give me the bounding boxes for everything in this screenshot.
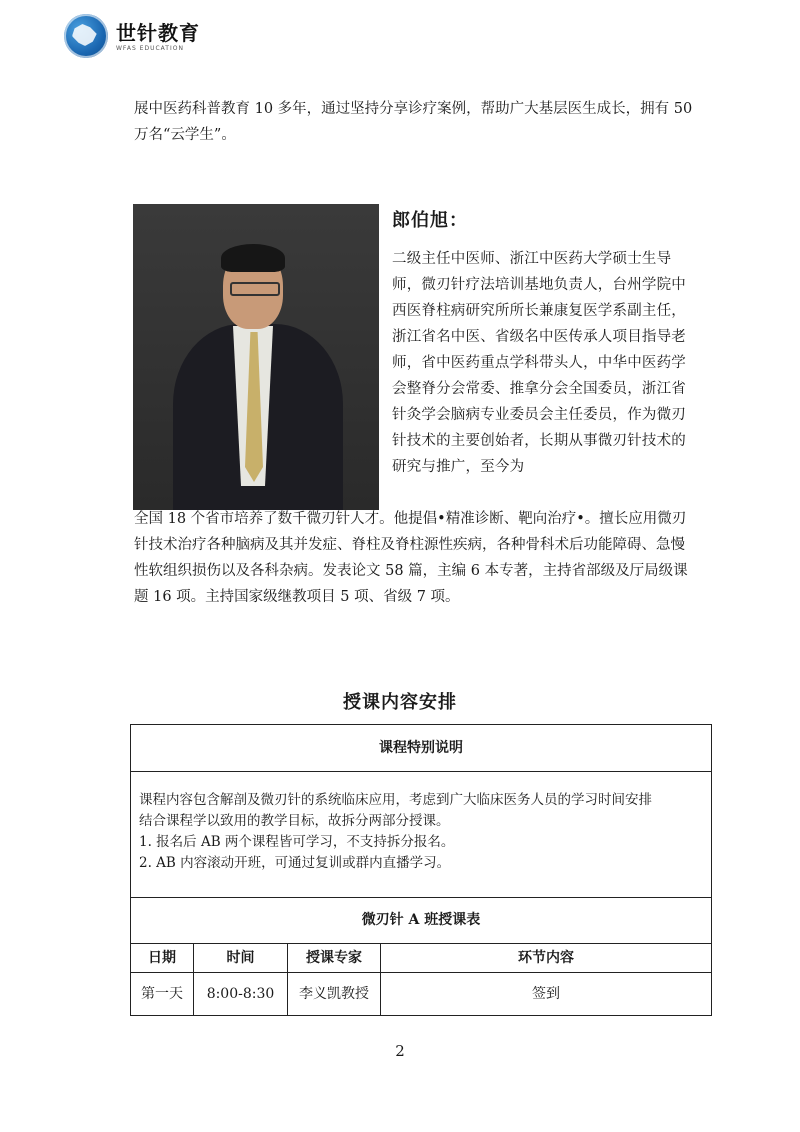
special-note-body	[131, 772, 711, 898]
special-note-title: 课程特别说明	[131, 725, 711, 772]
profile-name: 郎伯旭：	[392, 210, 468, 231]
globe-logo-icon	[64, 14, 108, 58]
column-header-time: 时间	[194, 944, 288, 972]
table-row	[131, 973, 711, 1015]
note-line: 课程内容包含解剖及微刃针的系统临床应用，考虑到广大临床医务人员的学习时间安排	[139, 792, 652, 808]
note-line: 1. 报名后 AB 两个课程皆可学习，不支持拆分报名。	[139, 834, 455, 850]
logo-english-text: WFAS EDUCATION	[116, 44, 184, 52]
cell-time: 8:00-8:30	[194, 973, 288, 1015]
page-number: 2	[395, 1042, 405, 1060]
profile-bio-part1: 二级主任中医师、浙江中医药大学硕士生导师，微刃针疗法培训基地负责人，台州学院中西医脊柱病研究所所长兼康复医学系副主任，浙江省名中医、省级名中医传承人项目指导老师，省中医药重点学科带头人，中华中医药学会整脊分会常委、推拿分会全国委员，浙江省针灸学会脑病专业委员会主任委员，作为微刃针技术的主要创始者，长期从事微刃针技术的研究与推广，至今为	[392, 251, 686, 475]
cell-content: 签到	[532, 986, 560, 1002]
column-header-content: 环节内容	[518, 950, 574, 966]
profile-bio-part2: 全国 18 个省市培养了数千微刃针人才。他提倡•精准诊断、靶向治疗•。擅长应用微刃针技术治疗各种脑病及其并发症、脊柱及脊柱源性疾病，各种骨科术后功能障碍、急慢性软组织损伤以及各科杂病。发表论文 58 篇，主编 6 本专著，主持省部级及厅局级课题 16 项。主持国家级继教项目 5 项、省级 7 项。	[134, 511, 688, 605]
note-line: 2. AB 内容滚动开班，可通过复训或群内直播学习。	[139, 855, 451, 871]
logo-chinese-text: 世针教育	[116, 20, 200, 45]
column-header-date: 日期	[131, 944, 194, 972]
section-title: 授课内容安排	[343, 692, 457, 713]
cell-date: 第一天	[131, 973, 194, 1015]
portrait-photo	[133, 204, 379, 510]
brand-logo	[64, 14, 200, 58]
schedule-title: 微刃针 A 班授课表	[131, 898, 711, 944]
cell-expert: 李义凯教授	[288, 973, 381, 1015]
table-header-row	[131, 944, 711, 973]
note-line: 结合课程学以致用的教学目标，故拆分两部分授课。	[139, 813, 450, 829]
course-table	[130, 724, 712, 1016]
column-header-expert: 授课专家	[288, 944, 381, 972]
intro-paragraph: 展中医药科普教育 10 多年，通过坚持分享诊疗案例，帮助广大基层医生成长，拥有 50 万名“云学生”。	[134, 101, 693, 143]
